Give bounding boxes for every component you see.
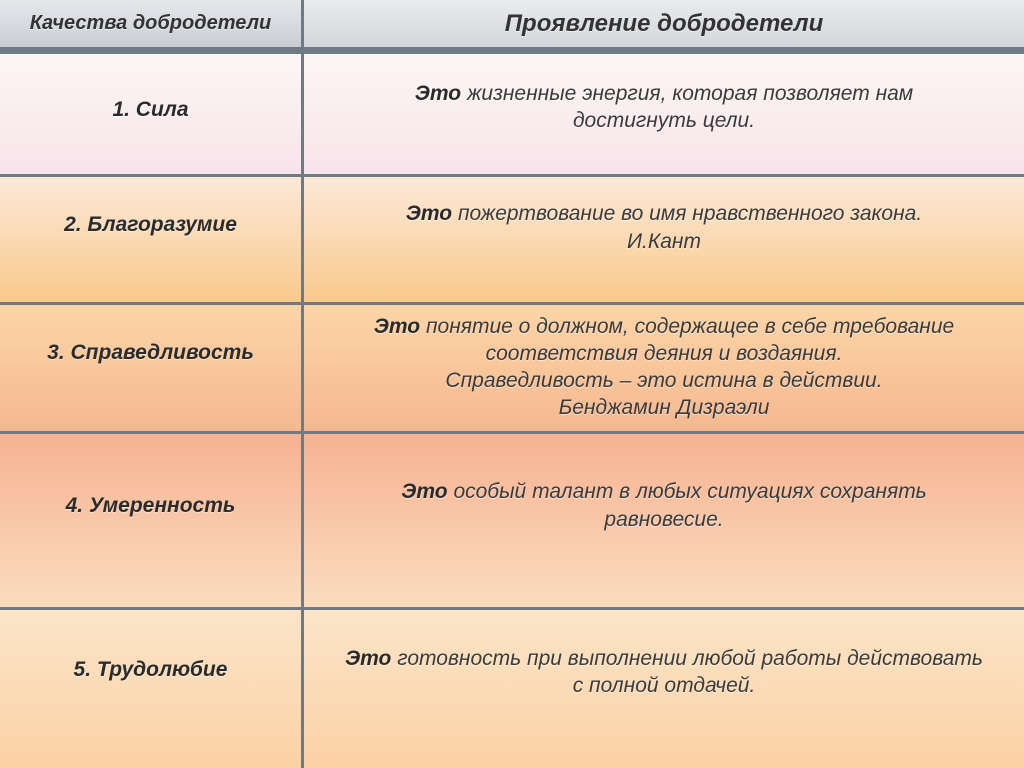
lead-word: Это [345,646,392,670]
header-manifestation: Проявление добродетели [304,0,1024,47]
manifestation-text: равновесие. [604,507,724,531]
manifestation-text: жизненные энергия, которая позволяет нам [466,81,914,105]
quality-cell-1: 1. Сила [0,54,301,174]
manifestation-text: готовность при выполнении любой работы действовать [397,646,983,670]
quality-cell-4: 4. Умеренность [0,434,301,607]
manifestation-cell-2 [304,177,1024,302]
manifestation-text: с полной отдачей. [572,674,756,697]
lead-word: Это [373,315,421,339]
manifestation-text: достигнуть цели. [572,109,756,132]
manifestation-text: понятие о должном, содержащее в себе требование [425,315,955,339]
lead-word: Это [401,480,448,504]
manifestation-line [401,478,926,505]
manifestation-line [374,314,954,341]
quality-cell-3: 3. Справедливость [0,305,301,431]
manifestation-cell-5 [304,610,1024,768]
manifestation-line [406,200,922,227]
manifestation-text: особый талант в любых ситуациях сохранять [453,480,927,504]
quality-cell-2: 2. Благоразумие [0,177,301,302]
header-qualities: Качества добродетели [0,0,301,47]
manifestation-cell-4 [304,434,1024,607]
lead-word: Это [414,81,462,105]
lead-word: Это [405,202,453,226]
manifestation-cell-3 [304,305,1024,431]
manifestation-cell-1 [304,54,1024,174]
manifestation-line [415,80,913,107]
quote-author: И.Кант [627,229,701,253]
manifestation-text: соответствия деяния и воздаяния. [485,342,843,366]
quality-cell-5: 5. Трудолюбие [0,610,301,768]
manifestation-text: пожертвование во имя нравственного закона. [457,202,923,226]
quote-author: Бенджамин Дизраэли [558,395,770,419]
manifestation-line [345,645,983,672]
quote-text: Справедливость – это истина в действии. [445,369,883,392]
